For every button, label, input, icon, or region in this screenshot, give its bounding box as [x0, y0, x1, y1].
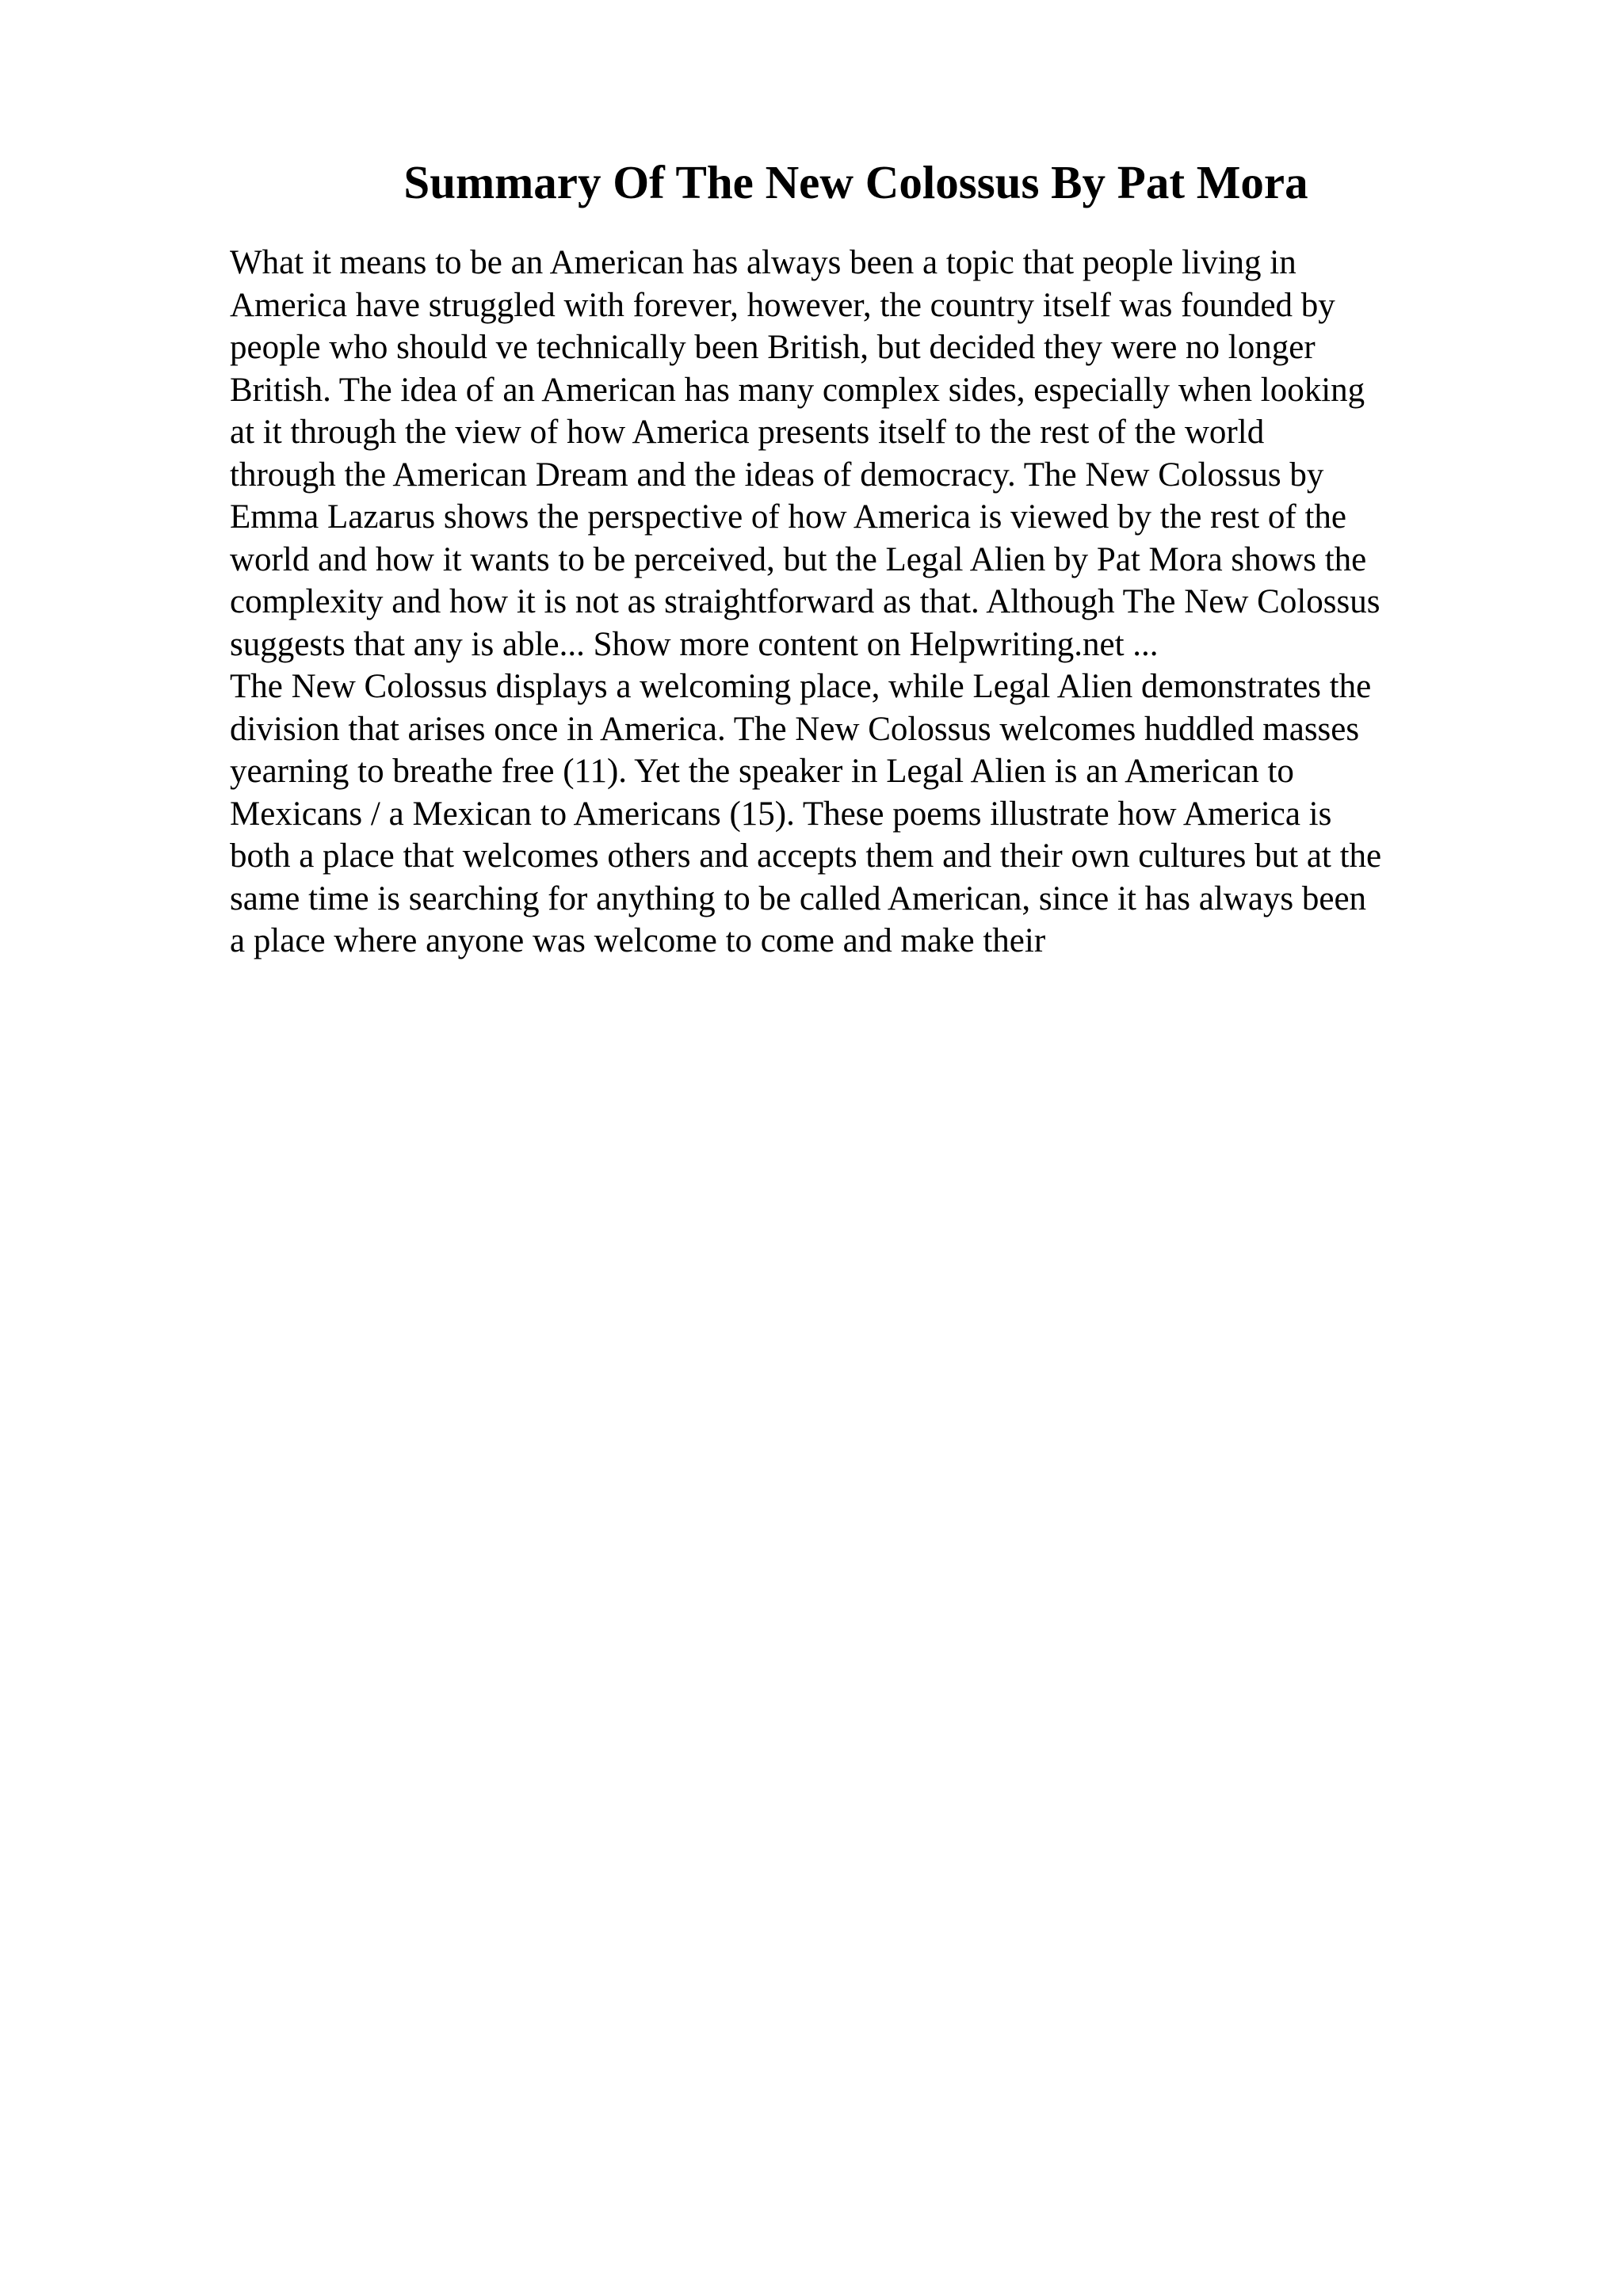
body-line: people who should ve technically been British, but decided they were no longer [230, 329, 1316, 366]
body-line: America have struggled with forever, however, the country itself was founded by [230, 286, 1335, 324]
body-line: Emma Lazarus shows the perspective of how America is viewed by the rest of the [230, 498, 1347, 536]
body-line: British. The idea of an American has many complex sides, especially when looking [230, 371, 1365, 409]
body-line: complexity and how it is not as straightforward as that. Although The New Colossus [230, 583, 1381, 620]
body-line-show-more: suggests that any is able... Show more content on Helpwriting.net ... [230, 625, 1159, 663]
body-line: Mexicans / a Mexican to Americans (15). These poems illustrate how America is [230, 795, 1332, 833]
body-line: both a place that welcomes others and accepts them and their own cultures but at the [230, 837, 1382, 875]
body-line: through the American Dream and the ideas of democracy. The New Colossus by [230, 456, 1324, 494]
document-title: Summary Of The New Colossus By Pat Mora [403, 156, 1308, 208]
body-line: yearning to breathe free (11). Yet the speaker in Legal Alien is an American to [230, 753, 1294, 790]
body-line: division that arises once in America. The New Colossus welcomes huddled masses [230, 710, 1360, 748]
body-line: same time is searching for anything to be called American, since it has always been [230, 879, 1367, 917]
body-line: The New Colossus displays a welcoming place, while Legal Alien demonstrates the [230, 668, 1372, 705]
body-line: at it through the view of how America presents itself to the rest of the world [230, 414, 1265, 451]
body-line: What it means to be an American has always been a topic that people living in [230, 244, 1296, 281]
document-body [230, 242, 1514, 963]
body-line: a place where anyone was welcome to come and make their [230, 922, 1046, 959]
body-line: world and how it wants to be perceived, but the Legal Alien by Pat Mora shows the [230, 540, 1367, 578]
